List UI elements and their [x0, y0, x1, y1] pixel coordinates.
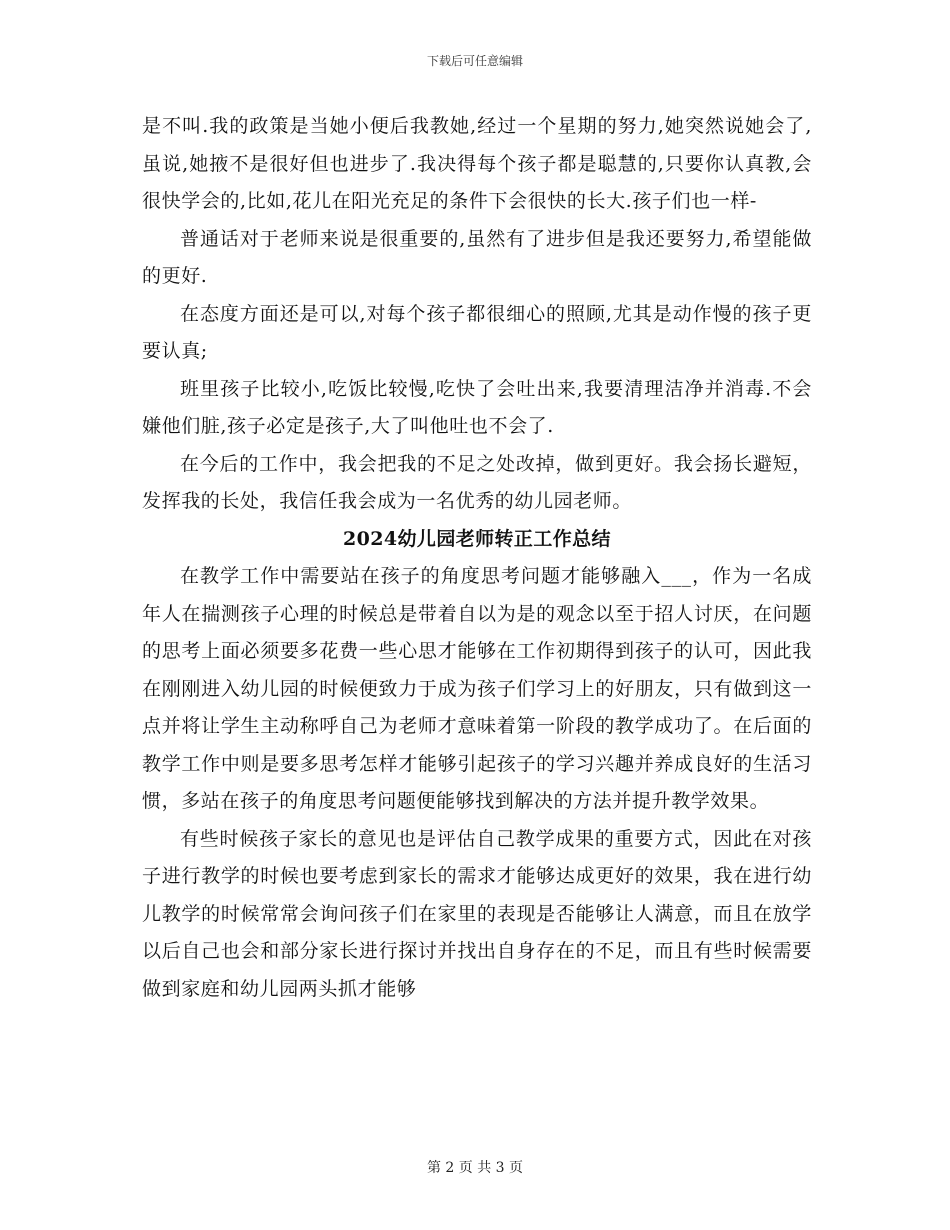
page-header: 下载后可任意编辑	[426, 54, 523, 68]
paragraph-2: 普通话对于老师来说是很重要的,虽然有了进步但是我还要努力,希望能做的更好.	[142, 227, 812, 287]
paragraph-4: 班里孩子比较小,吃饭比较慢,吃快了会吐出来,我要清理洁净并消毒.不会嫌他们脏,孩子必定是孩子,大了叫他吐也不会了.	[142, 377, 812, 437]
paragraph-3: 在态度方面还是可以,对每个孩子都很细心的照顾,尤其是动作慢的孩子更要认真;	[142, 302, 812, 362]
section-title: 2024幼儿园老师转正工作总结	[343, 527, 611, 550]
paragraph-5: 在今后的工作中，我会把我的不足之处改掉，做到更好。我会扬长避短，发挥我的长处，我信任我会成为一名优秀的幼儿园老师。	[142, 452, 812, 512]
document-body	[142, 108, 812, 1008]
page-footer: 第 2 页 共 3 页	[426, 1160, 524, 1176]
paragraph-7: 有些时候孩子家长的意见也是评估自己教学成果的重要方式，因此在对孩子进行教学的时候也要考虑到家长的需求才能够达成更好的效果，我在进行幼儿教学的时候常常会询问孩子们在家里的表现是否能够让人满意，而且在放学以后自己也会和部分家长进行探讨并找出自身存在的不足，而且有些时候需要做到家庭和幼儿园两头抓才能够	[142, 827, 812, 1000]
paragraph-6: 在教学工作中需要站在孩子的角度思考问题才能够融入___，作为一名成年人在揣测孩子心理的时候总是带着自以为是的观念以至于招人讨厌，在问题的思考上面必须要多花费一些心思才能够在工作初期得到孩子的认可，因此我在刚刚进入幼儿园的时候便致力于成为孩子们学习上的好朋友，只有做到这一点并将让学生主动称呼自己为老师才意味着第一阶段的教学成功了。在后面的教学工作中则是要多思考怎样才能够引起孩子的学习兴趣并养成良好的生活习惯，多站在孩子的角度思考问题便能够找到解决的方法并提升教学效果。	[142, 565, 812, 812]
paragraph-1: 是不叫.我的政策是当她小便后我教她,经过一个星期的努力,她突然说她会了,虽说,她掖不是很好但也进步了.我决得每个孩子都是聪慧的,只要你认真教,会很快学会的,比如,花儿在阳光充足的条件下会很快的长大.孩子们也一样-	[142, 115, 812, 212]
